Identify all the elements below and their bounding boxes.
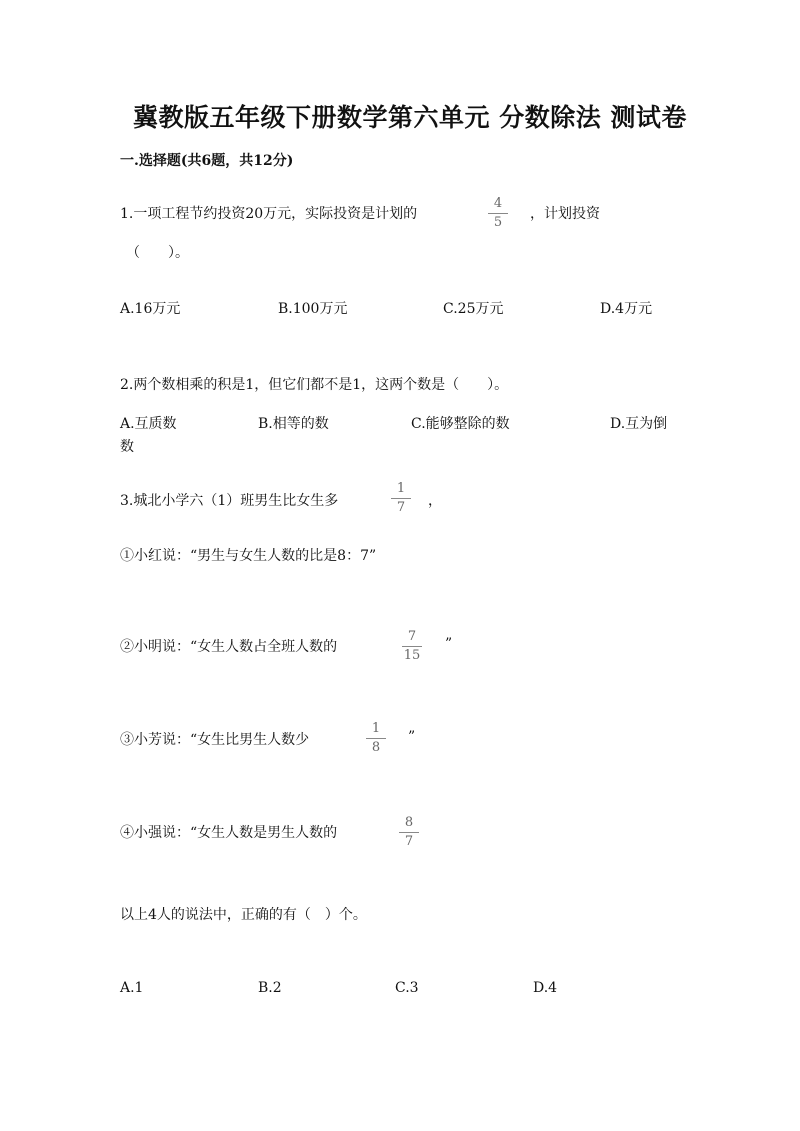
q3-statement-4-numerator: 8	[404, 815, 414, 830]
q2-option-d-wrap: 数	[120, 439, 134, 455]
q2-text: 2.两个数相乘的积是1，但它们都不是1，这两个数是（ ）。	[120, 377, 509, 393]
q2-option-d[interactable]: D.互为倒	[610, 416, 668, 432]
q1-option-a[interactable]: A.16万元	[120, 301, 181, 317]
q3-statement-1: ①小红说：“男生与女生人数的比是8：7”	[120, 548, 377, 564]
q1-text-after: ，计划投资	[530, 206, 600, 222]
q1-answer-blank: （ ）。	[126, 245, 189, 261]
q3-option-a[interactable]: A.1	[120, 980, 144, 996]
q3-statement-4-denominator: 7	[404, 834, 414, 849]
q1-text: 1.一项工程节约投资20万元，实际投资是计划的	[120, 206, 418, 222]
q3-statement-3-close: ”	[408, 729, 416, 745]
q3-statement-3-fraction	[364, 721, 388, 756]
q3-statement-3-denominator: 8	[371, 740, 381, 755]
q3-option-b[interactable]: B.2	[258, 980, 282, 996]
q3-fraction	[389, 481, 413, 516]
q3-statement-2-denominator: 15	[403, 648, 421, 663]
q3-statement-4-fraction	[397, 815, 421, 850]
q3-statement-2-close: ”	[445, 636, 453, 652]
q1-fraction-denominator: 5	[493, 215, 503, 230]
q3-fraction-denominator: 7	[396, 500, 406, 515]
q3-fraction-bar	[391, 498, 411, 499]
q3-text: 3.城北小学六（1）班男生比女生多	[120, 493, 339, 509]
section-heading: 一.选择题(共6题，共12分)	[120, 153, 294, 169]
page-title: 冀教版五年级下册数学第六单元 分数除法 测试卷	[133, 103, 687, 132]
q2-option-a[interactable]: A.互质数	[120, 416, 177, 432]
q3-statement-2: ②小明说：“女生人数占全班人数的	[120, 639, 338, 655]
q3-statement-4: ④小强说：“女生人数是男生人数的	[120, 825, 338, 841]
q3-question: 以上4人的说法中，正确的有（ ）个。	[120, 907, 367, 923]
q1-fraction-numerator: 4	[493, 196, 503, 211]
q3-option-d[interactable]: D.4	[533, 980, 558, 996]
q1-option-d[interactable]: D.4万元	[600, 301, 653, 317]
q3-statement-4-bar	[399, 832, 419, 833]
q3-statement-2-bar	[402, 646, 422, 647]
q1-option-b[interactable]: B.100万元	[278, 301, 348, 317]
q3-option-c[interactable]: C.3	[395, 980, 419, 996]
q2-option-b[interactable]: B.相等的数	[258, 416, 329, 432]
q3-statement-2-numerator: 7	[407, 629, 417, 644]
q1-fraction	[486, 196, 510, 231]
q3-fraction-numerator: 1	[396, 481, 406, 496]
q2-option-c[interactable]: C.能够整除的数	[411, 416, 510, 432]
q3-statement-2-fraction	[400, 629, 424, 664]
q1-fraction-bar	[488, 213, 508, 214]
q3-statement-3-numerator: 1	[371, 721, 381, 736]
q3-text-after: ，	[428, 493, 442, 509]
q3-statement-3: ③小芳说：“女生比男生人数少	[120, 732, 310, 748]
q3-statement-3-bar	[366, 738, 386, 739]
q1-option-c[interactable]: C.25万元	[443, 301, 504, 317]
